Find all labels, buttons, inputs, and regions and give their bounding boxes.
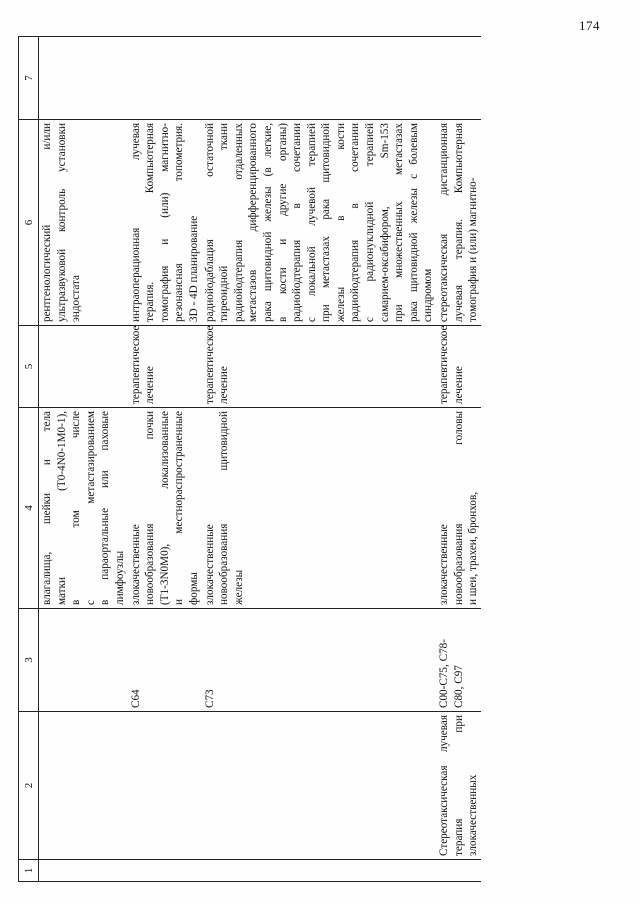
cell-line: влагалища, шейки и тела	[41, 411, 53, 605]
cell-line: злокачественные	[438, 524, 451, 605]
cell-line: томография и (или) магнитно-	[158, 123, 171, 322]
cell-line: и местнораспространенные	[173, 411, 186, 605]
cell-line: злокачественные	[129, 524, 142, 605]
cell-line: в параортальные или паховые	[99, 411, 112, 605]
cell-treatment-method	[436, 120, 481, 326]
cell-diagnosis	[39, 408, 128, 609]
cell-line: ультразвуковой контроль установки	[55, 123, 68, 322]
header-col-2: 2	[19, 712, 39, 860]
header-row	[19, 37, 39, 882]
cell-line: Стереотаксическая лучевая	[438, 715, 451, 856]
header-col-6: 6	[19, 120, 39, 326]
cell-line: эндостата	[70, 274, 83, 322]
cell-line: радиойодтерапия отдаленных	[232, 123, 245, 322]
cell-line: лечение	[144, 366, 157, 404]
cell-line: томография и (или) магнитно-	[467, 177, 480, 322]
cell-diagnosis	[128, 408, 202, 609]
cell-line: интраоперационная лучевая	[129, 123, 142, 322]
cell-diagnosis	[436, 408, 481, 609]
cell-line: терапевтическое	[129, 325, 142, 404]
cell-icd-code	[202, 609, 437, 712]
page-number: 174	[579, 18, 600, 33]
cell-line: с метастазированием	[84, 411, 97, 605]
cell-line: C73	[203, 689, 216, 708]
cell-line: C80, C97	[452, 665, 465, 708]
cell-line: в том числе	[70, 411, 83, 605]
cell-line: радиойодтерапия в сочетании	[291, 123, 304, 322]
cell-line: рака щитовидной железы с болевым	[407, 123, 420, 322]
cell-line: матки (T0-4N0-1M0-1),	[55, 411, 68, 605]
table-row	[202, 37, 437, 882]
cell-line: самарием-оксабифором, Sm-153	[378, 123, 391, 322]
cell-method	[202, 712, 437, 860]
cell-treatment-method	[202, 120, 437, 326]
cell-line: с локальной лучевой терапией	[305, 123, 318, 322]
cell-line: метастазов дифференцированного	[247, 123, 260, 322]
cell-line: при множественных метастазах	[393, 123, 406, 322]
cell-line: новообразования головы	[452, 411, 465, 605]
treatment-table	[18, 36, 481, 882]
cell-line: резонансная топометрия.	[173, 123, 186, 322]
cell-method	[436, 712, 481, 860]
cell-icd-code	[436, 609, 481, 712]
cell-line: злокачественных	[467, 774, 480, 856]
cell-line: новообразования почки	[144, 411, 157, 605]
cell-line: злокачественные	[203, 524, 216, 605]
cell-line: лимфоузлы	[113, 550, 126, 605]
cell-icd-code	[39, 609, 128, 712]
cell-number	[128, 860, 202, 882]
cell-line: терапия при	[452, 715, 465, 856]
cell-line: терапевтическое	[438, 325, 451, 404]
cell-line: при метастазах рака щитовидной	[320, 123, 333, 322]
cell-line: с радионуклидной терапией	[364, 123, 377, 322]
cell-line: новообразования щитовидной	[218, 411, 231, 605]
cell-treatment-type	[202, 326, 437, 408]
cell-icd-code	[128, 609, 202, 712]
cell-treatment-method	[128, 120, 202, 326]
cell-treatment-type	[128, 326, 202, 408]
cell-number	[436, 860, 481, 882]
cell-line: C64	[129, 689, 142, 708]
cell-number	[39, 860, 128, 882]
header-col-1: 1	[19, 860, 39, 882]
cell-norm	[202, 37, 437, 120]
cell-line: формы	[187, 572, 200, 605]
header-col-7: 7	[19, 37, 39, 120]
table-row	[39, 37, 128, 882]
cell-line: рака щитовидной железы (в легкие,	[261, 123, 274, 322]
cell-line: лечение	[452, 366, 465, 404]
cell-number	[202, 860, 437, 882]
cell-line: терапия. Компьютерная	[144, 123, 157, 322]
header-col-3: 3	[19, 609, 39, 712]
cell-line: и шеи, трахеи, бронхов,	[467, 491, 480, 605]
cell-method	[39, 712, 128, 860]
cell-treatment-method	[39, 120, 128, 326]
cell-line: C00-C75, C78-	[438, 639, 451, 708]
cell-line: стереотаксическая дистанционная	[438, 123, 451, 322]
cell-line: синдромом	[422, 268, 435, 322]
header-col-5: 5	[19, 326, 39, 408]
rotated-table-page	[18, 22, 618, 882]
cell-diagnosis	[202, 408, 437, 609]
cell-norm	[39, 37, 128, 120]
cell-line: железы	[232, 569, 245, 605]
cell-line: лучевая терапия. Компьютерная	[452, 123, 465, 322]
cell-line: тиреоидной ткани	[218, 123, 231, 322]
cell-line: радиойодтерапия в сочетании	[349, 123, 362, 322]
cell-method	[128, 712, 202, 860]
table-row	[128, 37, 202, 882]
cell-line: лечение	[218, 366, 231, 404]
cell-line: (T1-3N0M0), локализованные	[158, 411, 171, 605]
cell-line: радиойодаблация остаточной	[203, 123, 216, 322]
cell-line: в кости и другие органы)	[276, 123, 289, 322]
cell-treatment-type	[436, 326, 481, 408]
cell-line: железы в кости	[334, 123, 347, 322]
cell-norm	[436, 37, 481, 120]
table-row	[436, 37, 481, 882]
cell-line: рентгенологический и/или	[41, 123, 53, 322]
cell-line: 3D - 4D планирование	[187, 215, 200, 322]
cell-norm	[128, 37, 202, 120]
cell-treatment-type	[39, 326, 128, 408]
cell-line: терапевтическое	[203, 325, 216, 404]
header-col-4: 4	[19, 408, 39, 609]
